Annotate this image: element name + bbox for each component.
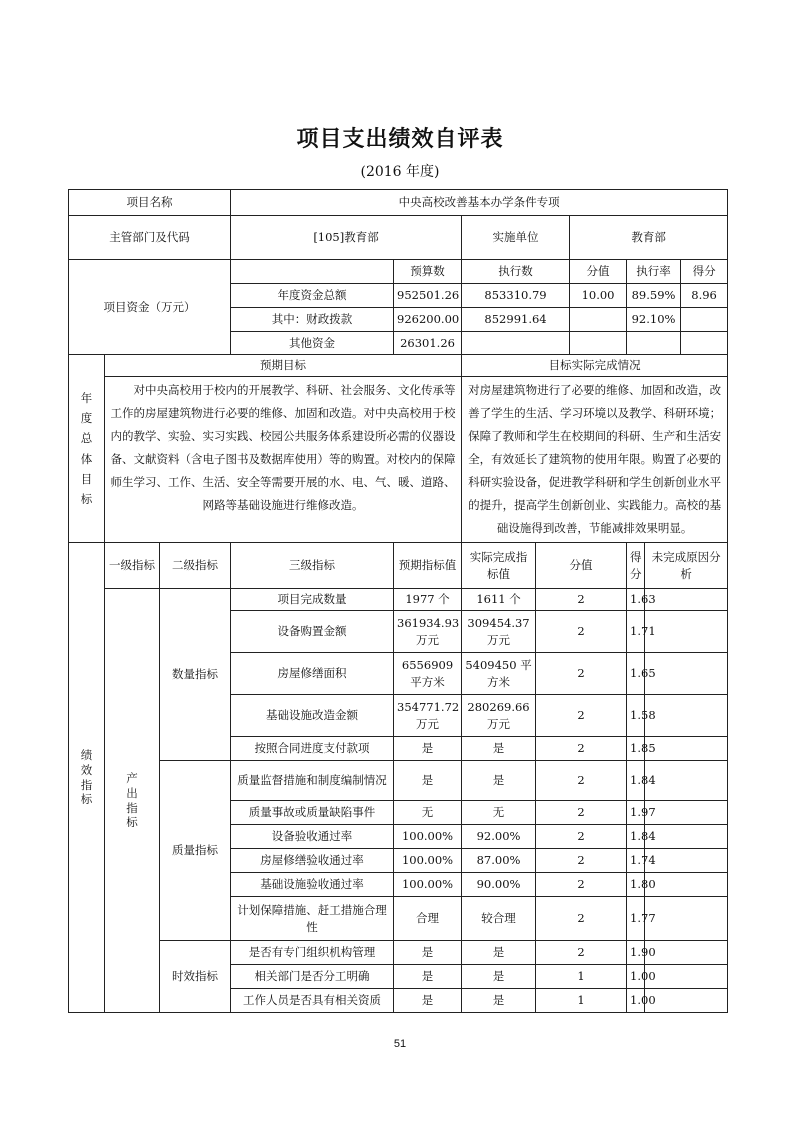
- table-row: 设备购置金额 361934.93万元 309454.37万元 2 1.71: [69, 611, 728, 653]
- ind-header-level2: 二级指标: [160, 543, 231, 589]
- funds-header-rate: 执行率: [627, 260, 681, 284]
- project-name-value: 中央高校改善基本办学条件专项: [231, 190, 728, 216]
- table-row: 房屋修缮面积 6556909平方米 5409450 平方米 2 1.65: [69, 653, 728, 695]
- table-row: 质量指标 质量监督措施和制度编制情况 是 是 2 1.84: [69, 761, 728, 801]
- ind-header-score: 得分: [627, 543, 645, 589]
- ind-header-level1: 一级指标: [105, 543, 160, 589]
- goals-label: 年度总体目标: [69, 355, 105, 543]
- level2-timeliness: 时效指标: [160, 941, 231, 1013]
- table-row: 房屋修缮验收通过率 100.00% 87.00% 2 1.74: [69, 849, 728, 873]
- page-title: 项目支出绩效自评表: [296, 127, 504, 152]
- actual-goal-text: 对房屋建筑物进行了必要的维修、加固和改造，改善了学生的生活、学习环境以及教学、科研环境；保障了教师和学生在校期间的科研、生产和生活安全，有效延长了建筑物的使用年限。购置了必要的科研实验设备，促进教学科研和学生创新创业水平的提升，提高学生创新创业、实践能力。高校的基础设施得到改善，节能减排效果明显。: [462, 377, 728, 543]
- ind-header-level3: 三级指标: [231, 543, 394, 589]
- funds-row: 年度资金总额 952501.26 853310.79 10.00 89.59% 8.96: [69, 284, 728, 308]
- expected-goal-text: 对中央高校用于校内的开展教学、科研、社会服务、文化传承等工作的房屋建筑物进行必要的维修、加固和改造。对中央高校用于校内的教学、实验、实习实践、校园公共服务体系建设所必需的仪器设备、文献资料（含电子图书及数据库使用）等的购置。对校内的保障师生学习、工作、生活、安全等需要开展的水、电、气、暖、道路、网路等基础设施进行维修改造。: [105, 377, 462, 543]
- ind-header-value: 分值: [536, 543, 627, 589]
- dept-label: 主管部门及代码: [69, 216, 231, 260]
- funds-header-exec: 执行数: [462, 260, 570, 284]
- ind-header-reason: 未完成原因分析: [645, 543, 728, 589]
- funds-header-budget: 预算数: [394, 260, 462, 284]
- expected-goal-header: 预期目标: [105, 355, 462, 377]
- table-row: 工作人员是否具有相关资质 是 是 1 1.00: [69, 989, 728, 1013]
- table-row: 基础设施改造金额 354771.72万元 280269.66万元 2 1.58: [69, 695, 728, 737]
- level2-quantity: 数量指标: [160, 589, 231, 761]
- table-row: 产出指标 数量指标 项目完成数量 1977 个 1611 个 2 1.63: [69, 589, 728, 611]
- impl-unit-value: 教育部: [570, 216, 728, 260]
- funds-row: 其他资金 26301.26: [69, 332, 728, 355]
- dept-value: [105]教育部: [231, 216, 462, 260]
- table-row: 质量事故或质量缺陷事件 无 无 2 1.97: [69, 801, 728, 825]
- funds-label: 项目资金（万元）: [69, 260, 231, 355]
- ind-header-actual: 实际完成指标值: [462, 543, 536, 589]
- level1-output: 产出指标: [105, 589, 160, 1013]
- table-row: 按照合同进度支付款项 是 是 2 1.85: [69, 737, 728, 761]
- self-evaluation-table: [68, 189, 728, 1013]
- table-row: 计划保障措施、赶工措施合理性 合理 较合理 2 1.77: [69, 897, 728, 941]
- table-row: 时效指标 是否有专门组织机构管理 是 是 2 1.90: [69, 941, 728, 965]
- funds-header-blank: [231, 260, 394, 284]
- page-subtitle: (2016 年度): [360, 164, 440, 180]
- indicators-label: 绩效指标: [69, 543, 105, 1013]
- impl-unit-label: 实施单位: [462, 216, 570, 260]
- table-row: 相关部门是否分工明确 是 是 1 1.00: [69, 965, 728, 989]
- funds-header-score: 得分: [681, 260, 728, 284]
- table-row: 基础设施验收通过率 100.00% 90.00% 2 1.80: [69, 873, 728, 897]
- funds-row: 其中：财政拨款 926200.00 852991.64 92.10%: [69, 308, 728, 332]
- level2-quality: 质量指标: [160, 761, 231, 941]
- project-name-label: 项目名称: [69, 190, 231, 216]
- actual-goal-header: 目标实际完成情况: [462, 355, 728, 377]
- ind-header-expected: 预期指标值: [394, 543, 462, 589]
- funds-header-score-value: 分值: [570, 260, 627, 284]
- table-row: 设备验收通过率 100.00% 92.00% 2 1.84: [69, 825, 728, 849]
- page-number: 51: [393, 1038, 407, 1050]
